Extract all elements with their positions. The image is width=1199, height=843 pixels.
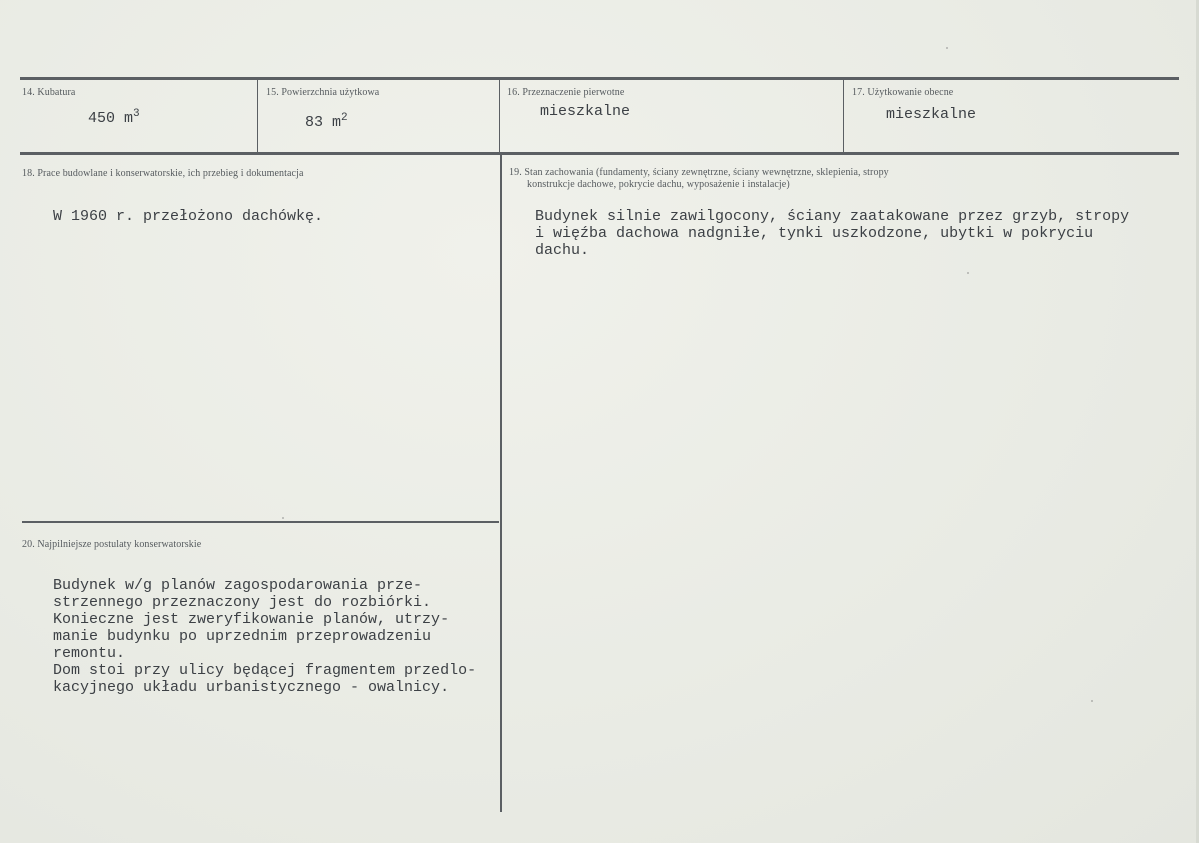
postulaty-text: Budynek w/g planów zagospodarowania prze- strzennego przeznaczony jest do rozbiórki. Konieczne jest zweryfikowanie planów, utrzy- manie budynku po uprzednim przeprowadzeniu remontu. Dom stoi przy ulicy będącej fragmentem przedlo- kacyjnego układu urbanistycznego - owalnicy. [53, 577, 477, 696]
stan-label-line2: konstrukcje dachowe, pokrycie dachu, wyposażenie i instalacje) [527, 179, 790, 190]
paper-speck [946, 47, 948, 49]
top-rule [20, 77, 1179, 80]
row1-bottom-rule [20, 152, 1179, 155]
powierzchnia-value [305, 110, 348, 131]
kubatura-number: 450 m [88, 110, 134, 127]
paper-speck [282, 517, 284, 519]
stan-label-line1: 19. Stan zachowania (fundamenty, ściany zewnętrzne, ściany wewnętrzne, sklepienia, stropy [509, 167, 889, 178]
uzytkowanie-value: mieszkalne [886, 106, 977, 123]
prace-text: W 1960 r. przełożono dachówkę. [53, 208, 324, 225]
prace-label: 18. Prace budowlane i konserwatorskie, ich przebieg i dokumentacja [22, 168, 304, 179]
divider-left-right [500, 154, 502, 812]
przeznaczenie-label: 16. Przeznaczenie pierwotne [507, 87, 625, 98]
paper-speck [967, 272, 969, 274]
divider-16-17 [843, 79, 844, 153]
kubatura-label: 14. Kubatura [22, 87, 76, 98]
paper-speck [1091, 700, 1093, 702]
powierzchnia-exponent: 2 [341, 112, 348, 124]
divider-14-15 [257, 79, 258, 153]
przeznaczenie-value: mieszkalne [540, 103, 631, 120]
kubatura-value [88, 106, 140, 127]
postulaty-label: 20. Najpilniejsze postulaty konserwatorskie [22, 539, 202, 550]
uzytkowanie-label: 17. Użytkowanie obecne [852, 87, 954, 98]
kubatura-exponent: 3 [133, 108, 140, 120]
powierzchnia-number: 83 m [305, 114, 342, 131]
section20-top-rule [22, 521, 499, 523]
powierzchnia-label: 15. Powierzchnia użytkowa [266, 87, 380, 98]
divider-15-16 [499, 79, 500, 153]
stan-text: Budynek silnie zawilgocony, ściany zaatakowane przez grzyb, stropy i więźba dachowa nadgniłe, tynki uszkodzone, ubytki w pokryciu dachu. [535, 208, 1130, 259]
